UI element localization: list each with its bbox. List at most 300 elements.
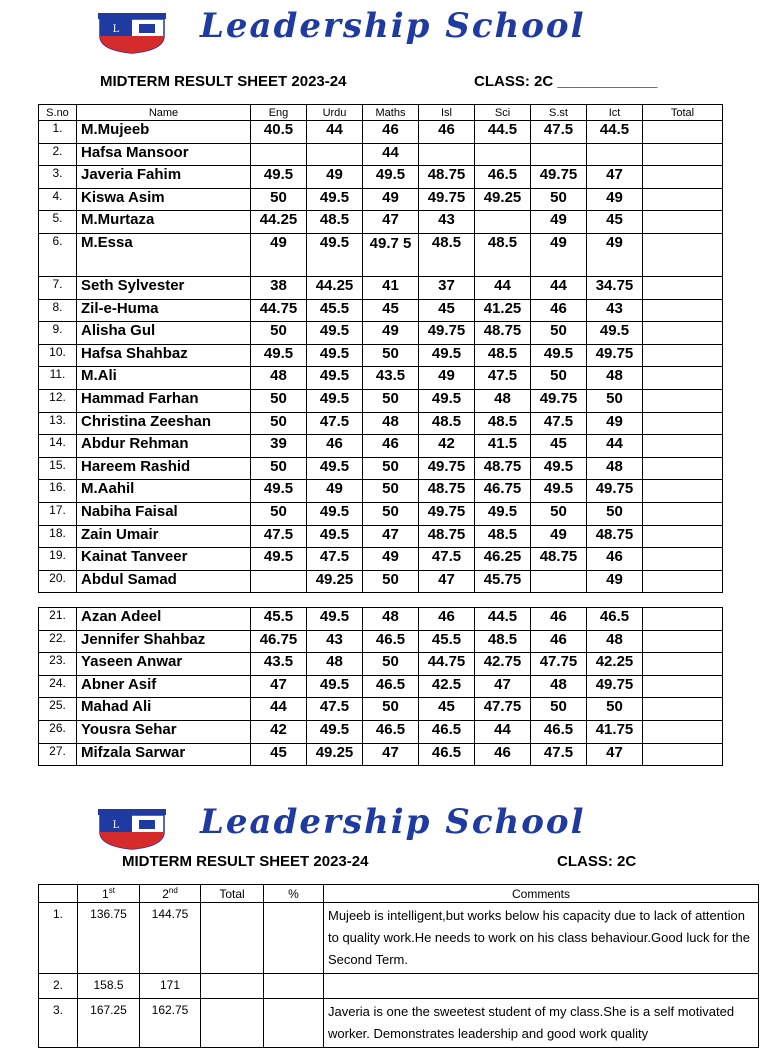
col-header-sno: S.no: [39, 105, 77, 121]
student-row: [39, 698, 723, 721]
maths-cell: 50: [363, 457, 419, 480]
sst-cell: 47.75: [531, 653, 587, 676]
sst-cell: 44: [531, 276, 587, 299]
maths-cell: 46: [363, 435, 419, 458]
total-cell: [643, 276, 723, 299]
percent-cell: [264, 903, 324, 974]
isl-cell: 47.5: [419, 548, 475, 571]
maths-cell: 50: [363, 389, 419, 412]
eng-cell: 50: [251, 457, 307, 480]
maths-cell: 46: [363, 121, 419, 144]
isl-cell: 46: [419, 608, 475, 631]
maths-cell: 49: [363, 322, 419, 345]
sst-cell: 46.5: [531, 720, 587, 743]
sheet-title-2: MIDTERM RESULT SHEET 2023-24: [122, 853, 369, 870]
total-cell: [643, 675, 723, 698]
name-cell: Javeria Fahim: [77, 166, 251, 189]
ict-cell: 46.5: [587, 608, 643, 631]
isl-cell: 46.5: [419, 743, 475, 766]
eng-cell: 47.5: [251, 525, 307, 548]
sci-cell: 47.75: [475, 698, 531, 721]
sno-cell: 15.: [39, 457, 77, 480]
eng-cell: 43.5: [251, 653, 307, 676]
col-header-percent: %: [264, 885, 324, 903]
total-cell: [643, 389, 723, 412]
maths-cell: 49: [363, 188, 419, 211]
sno-cell: 22.: [39, 630, 77, 653]
eng-cell: 40.5: [251, 121, 307, 144]
sci-cell: 47: [475, 675, 531, 698]
name-cell: M.Essa: [77, 233, 251, 276]
student-row: [39, 525, 723, 548]
sno-cell: 6.: [39, 233, 77, 276]
maths-cell: 46.5: [363, 720, 419, 743]
eng-cell: 50: [251, 502, 307, 525]
sno-cell: 4.: [39, 188, 77, 211]
second-term-cell: 171: [140, 974, 201, 999]
eng-cell: 49.5: [251, 344, 307, 367]
sst-cell: 50: [531, 367, 587, 390]
eng-cell: [251, 570, 307, 593]
sst-cell: 50: [531, 322, 587, 345]
sst-cell: 47.5: [531, 121, 587, 144]
col-header-eng: Eng: [251, 105, 307, 121]
student-row: [39, 389, 723, 412]
name-cell: Abdur Rehman: [77, 435, 251, 458]
sci-cell: 46: [475, 743, 531, 766]
maths-cell: 50: [363, 344, 419, 367]
maths-cell: 43.5: [363, 367, 419, 390]
isl-cell: 48.5: [419, 412, 475, 435]
col-header-name: Name: [77, 105, 251, 121]
sci-cell: 48.75: [475, 322, 531, 345]
eng-cell: 49.5: [251, 166, 307, 189]
isl-cell: 49.75: [419, 322, 475, 345]
percent-cell: [264, 974, 324, 999]
maths-cell: 46.5: [363, 630, 419, 653]
sst-cell: 47.5: [531, 412, 587, 435]
urdu-cell: 48: [307, 653, 363, 676]
eng-cell: 44.25: [251, 211, 307, 234]
sci-cell: 41.25: [475, 299, 531, 322]
student-row: [39, 188, 723, 211]
maths-cell: 47: [363, 525, 419, 548]
urdu-cell: 44: [307, 121, 363, 144]
first-term-cell: 158.5: [78, 974, 140, 999]
total-cell: [643, 367, 723, 390]
maths-cell: 48: [363, 608, 419, 631]
ict-cell: [587, 143, 643, 166]
name-cell: Abner Asif: [77, 675, 251, 698]
sno-cell: 11.: [39, 367, 77, 390]
ict-cell: 50: [587, 389, 643, 412]
student-row: [39, 344, 723, 367]
ict-cell: 49: [587, 570, 643, 593]
isl-cell: 48.75: [419, 480, 475, 503]
maths-cell: 47: [363, 211, 419, 234]
urdu-cell: 49.5: [307, 322, 363, 345]
maths-cell: 45: [363, 299, 419, 322]
urdu-cell: 49.5: [307, 608, 363, 631]
total-cell: [643, 720, 723, 743]
name-cell: Hafsa Mansoor: [77, 143, 251, 166]
school-name: Leadership School: [200, 802, 586, 842]
total-cell: [643, 480, 723, 503]
isl-cell: 43: [419, 211, 475, 234]
sst-cell: 49.5: [531, 344, 587, 367]
col-header-urdu: Urdu: [307, 105, 363, 121]
student-row: [39, 233, 723, 276]
first-term-cell: 136.75: [78, 903, 140, 974]
total-cell: [643, 344, 723, 367]
col-header-sci: Sci: [475, 105, 531, 121]
name-cell: Yaseen Anwar: [77, 653, 251, 676]
sst-cell: 49.5: [531, 457, 587, 480]
name-cell: Nabiha Faisal: [77, 502, 251, 525]
first-term-cell: 167.25: [78, 999, 140, 1048]
total-cell: [201, 974, 264, 999]
total-cell: [643, 143, 723, 166]
total-cell: [643, 630, 723, 653]
maths-cell: 50: [363, 502, 419, 525]
eng-cell: 50: [251, 188, 307, 211]
sst-cell: 49.75: [531, 389, 587, 412]
name-cell: Zain Umair: [77, 525, 251, 548]
total-cell: [643, 608, 723, 631]
sci-cell: 49.5: [475, 502, 531, 525]
urdu-cell: 49.5: [307, 233, 363, 276]
sno-cell: 17.: [39, 502, 77, 525]
total-cell: [201, 903, 264, 974]
urdu-cell: 49.25: [307, 743, 363, 766]
eng-cell: 45.5: [251, 608, 307, 631]
urdu-cell: 49.5: [307, 389, 363, 412]
sno-cell: 7.: [39, 276, 77, 299]
sno-cell: 14.: [39, 435, 77, 458]
col-header-second-term: 2nd: [140, 885, 201, 903]
maths-cell: 50: [363, 653, 419, 676]
isl-cell: 44.75: [419, 653, 475, 676]
name-cell: M.Murtaza: [77, 211, 251, 234]
ict-cell: 47: [587, 743, 643, 766]
ict-cell: 43: [587, 299, 643, 322]
total-cell: [643, 322, 723, 345]
sno-cell: 10.: [39, 344, 77, 367]
name-cell: Mahad Ali: [77, 698, 251, 721]
name-cell: Abdul Samad: [77, 570, 251, 593]
student-row: [39, 435, 723, 458]
student-row: [39, 143, 723, 166]
sci-cell: 48.5: [475, 344, 531, 367]
sno-cell: 13.: [39, 412, 77, 435]
maths-cell: 48: [363, 412, 419, 435]
total-cell: [201, 999, 264, 1048]
school-header: [0, 0, 768, 60]
isl-cell: 46: [419, 121, 475, 144]
sno-cell: 2.: [39, 974, 78, 999]
class-label-2: CLASS: 2C: [557, 853, 637, 870]
total-cell: [643, 121, 723, 144]
student-row: [39, 608, 723, 631]
ict-cell: 49: [587, 188, 643, 211]
ict-cell: 48.75: [587, 525, 643, 548]
sno-cell: 25.: [39, 698, 77, 721]
total-cell: [643, 166, 723, 189]
sci-cell: 46.75: [475, 480, 531, 503]
ict-cell: 49.75: [587, 480, 643, 503]
total-cell: [643, 653, 723, 676]
col-header-sno: [39, 885, 78, 903]
maths-cell: 49.5: [363, 166, 419, 189]
student-row: [39, 480, 723, 503]
sheet-title: MIDTERM RESULT SHEET 2023-24: [100, 73, 347, 90]
isl-cell: 49.5: [419, 389, 475, 412]
eng-cell: 49.5: [251, 480, 307, 503]
student-row: [39, 743, 723, 766]
sst-cell: [531, 570, 587, 593]
student-row: [39, 720, 723, 743]
sno-cell: 16.: [39, 480, 77, 503]
student-row: [39, 653, 723, 676]
isl-cell: 49: [419, 367, 475, 390]
col-header-total: Total: [643, 105, 723, 121]
sno-cell: 20.: [39, 570, 77, 593]
total-cell: [643, 211, 723, 234]
urdu-cell: 48.5: [307, 211, 363, 234]
urdu-cell: 49: [307, 480, 363, 503]
sci-cell: 44.5: [475, 121, 531, 144]
sci-cell: 48.75: [475, 457, 531, 480]
total-cell: [643, 412, 723, 435]
isl-cell: 48.75: [419, 166, 475, 189]
total-cell: [643, 698, 723, 721]
student-row: [39, 322, 723, 345]
eng-cell: 50: [251, 389, 307, 412]
col-header-sst: S.st: [531, 105, 587, 121]
urdu-cell: [307, 143, 363, 166]
eng-cell: 50: [251, 412, 307, 435]
sci-cell: 44: [475, 720, 531, 743]
second-term-cell: 162.75: [140, 999, 201, 1048]
isl-cell: 48.5: [419, 233, 475, 276]
ict-cell: 48: [587, 457, 643, 480]
ict-cell: 49.75: [587, 344, 643, 367]
name-cell: Seth Sylvester: [77, 276, 251, 299]
name-cell: Hammad Farhan: [77, 389, 251, 412]
urdu-cell: 49.5: [307, 502, 363, 525]
svg-text:L: L: [112, 820, 120, 831]
student-row: [39, 675, 723, 698]
sst-cell: 46: [531, 608, 587, 631]
result-table: [38, 104, 723, 593]
sno-cell: 24.: [39, 675, 77, 698]
isl-cell: 42.5: [419, 675, 475, 698]
ict-cell: 45: [587, 211, 643, 234]
sno-cell: 1.: [39, 121, 77, 144]
sst-cell: 46: [531, 630, 587, 653]
sci-cell: 48.5: [475, 412, 531, 435]
student-row: [39, 630, 723, 653]
sci-cell: 49.25: [475, 188, 531, 211]
eng-cell: 48: [251, 367, 307, 390]
name-cell: Jennifer Shahbaz: [77, 630, 251, 653]
sst-cell: 49: [531, 525, 587, 548]
sno-cell: 21.: [39, 608, 77, 631]
sno-cell: 19.: [39, 548, 77, 571]
urdu-cell: 47.5: [307, 548, 363, 571]
ict-cell: 50: [587, 698, 643, 721]
eng-cell: 47: [251, 675, 307, 698]
total-cell: [643, 435, 723, 458]
total-cell: [643, 502, 723, 525]
ict-cell: 49.75: [587, 675, 643, 698]
urdu-cell: 49.5: [307, 344, 363, 367]
urdu-cell: 49.5: [307, 525, 363, 548]
eng-cell: 50: [251, 322, 307, 345]
sci-cell: [475, 211, 531, 234]
sst-cell: 49: [531, 233, 587, 276]
name-cell: Hareem Rashid: [77, 457, 251, 480]
student-row: [39, 502, 723, 525]
school-header-2: [0, 796, 768, 856]
ict-cell: 49: [587, 233, 643, 276]
urdu-cell: 49.5: [307, 188, 363, 211]
isl-cell: 45: [419, 299, 475, 322]
total-cell: [643, 457, 723, 480]
sst-cell: 50: [531, 698, 587, 721]
ict-cell: 50: [587, 502, 643, 525]
urdu-cell: 47.5: [307, 698, 363, 721]
urdu-cell: 49.5: [307, 367, 363, 390]
student-row: [39, 548, 723, 571]
col-header-ict: Ict: [587, 105, 643, 121]
urdu-cell: 49.5: [307, 457, 363, 480]
maths-cell: 50: [363, 698, 419, 721]
school-name: Leadership School: [200, 6, 586, 46]
student-row: [39, 299, 723, 322]
student-row: [39, 367, 723, 390]
col-header-first-term: 1st: [78, 885, 140, 903]
sno-cell: 26.: [39, 720, 77, 743]
maths-cell: 50: [363, 480, 419, 503]
sci-cell: 46.25: [475, 548, 531, 571]
sst-cell: 45: [531, 435, 587, 458]
percent-cell: [264, 999, 324, 1048]
comment-row: [39, 974, 759, 999]
urdu-cell: 49: [307, 166, 363, 189]
sno-cell: 1.: [39, 903, 78, 974]
student-row: [39, 211, 723, 234]
col-header-total: Total: [201, 885, 264, 903]
student-row: [39, 412, 723, 435]
name-cell: M.Mujeeb: [77, 121, 251, 144]
name-cell: M.Ali: [77, 367, 251, 390]
urdu-cell: 49.5: [307, 675, 363, 698]
isl-cell: 45.5: [419, 630, 475, 653]
ict-cell: 41.75: [587, 720, 643, 743]
isl-cell: 42: [419, 435, 475, 458]
comment-row: [39, 999, 759, 1048]
name-cell: Mifzala Sarwar: [77, 743, 251, 766]
col-header-isl: Isl: [419, 105, 475, 121]
isl-cell: 49.75: [419, 457, 475, 480]
sst-cell: 49.75: [531, 166, 587, 189]
name-cell: Hafsa Shahbaz: [77, 344, 251, 367]
class-label: CLASS: 2C ____________: [474, 73, 658, 90]
student-row: [39, 276, 723, 299]
sno-cell: 18.: [39, 525, 77, 548]
isl-cell: 49.5: [419, 344, 475, 367]
col-header-maths: Maths: [363, 105, 419, 121]
isl-cell: [419, 143, 475, 166]
urdu-cell: 46: [307, 435, 363, 458]
eng-cell: 46.75: [251, 630, 307, 653]
student-row: [39, 121, 723, 144]
comment-cell: [324, 974, 759, 999]
sst-cell: 49: [531, 211, 587, 234]
sno-cell: 2.: [39, 143, 77, 166]
sno-cell: 23.: [39, 653, 77, 676]
total-cell: [643, 525, 723, 548]
isl-cell: 47: [419, 570, 475, 593]
eng-cell: 49.5: [251, 548, 307, 571]
isl-cell: 37: [419, 276, 475, 299]
comment-cell: Javeria is one the sweetest student of my class.She is a self motivated worker. Demonstrates leadership and good work quality: [324, 999, 759, 1048]
student-row: [39, 166, 723, 189]
ict-cell: 48: [587, 630, 643, 653]
sst-cell: 46: [531, 299, 587, 322]
total-cell: [643, 743, 723, 766]
ict-cell: 44.5: [587, 121, 643, 144]
maths-cell: 46.5: [363, 675, 419, 698]
comment-cell: Mujeeb is intelligent,but works below his capacity due to lack of attention to quality work.He needs to work on his class behaviour.Good luck for the Second Term.: [324, 903, 759, 974]
sno-cell: 3.: [39, 166, 77, 189]
sst-cell: 50: [531, 188, 587, 211]
sst-cell: 48.75: [531, 548, 587, 571]
urdu-cell: 49.5: [307, 720, 363, 743]
student-row: [39, 457, 723, 480]
name-cell: Kiswa Asim: [77, 188, 251, 211]
maths-cell: 49.7 5: [363, 233, 419, 276]
maths-cell: 47: [363, 743, 419, 766]
sci-cell: 42.75: [475, 653, 531, 676]
sci-cell: 44: [475, 276, 531, 299]
eng-cell: 44: [251, 698, 307, 721]
ict-cell: 49.5: [587, 322, 643, 345]
eng-cell: [251, 143, 307, 166]
isl-cell: 49.75: [419, 502, 475, 525]
sst-cell: 47.5: [531, 743, 587, 766]
second-term-cell: 144.75: [140, 903, 201, 974]
sno-cell: 27.: [39, 743, 77, 766]
sst-cell: 50: [531, 502, 587, 525]
ict-cell: 44: [587, 435, 643, 458]
ict-cell: 47: [587, 166, 643, 189]
total-cell: [643, 570, 723, 593]
isl-cell: 45: [419, 698, 475, 721]
urdu-cell: 47.5: [307, 412, 363, 435]
total-cell: [643, 548, 723, 571]
isl-cell: 46.5: [419, 720, 475, 743]
ict-cell: 42.25: [587, 653, 643, 676]
student-row: [39, 570, 723, 593]
ict-cell: 46: [587, 548, 643, 571]
sno-cell: 12.: [39, 389, 77, 412]
maths-cell: 41: [363, 276, 419, 299]
sci-cell: 46.5: [475, 166, 531, 189]
eng-cell: 44.75: [251, 299, 307, 322]
name-cell: Christina Zeeshan: [77, 412, 251, 435]
